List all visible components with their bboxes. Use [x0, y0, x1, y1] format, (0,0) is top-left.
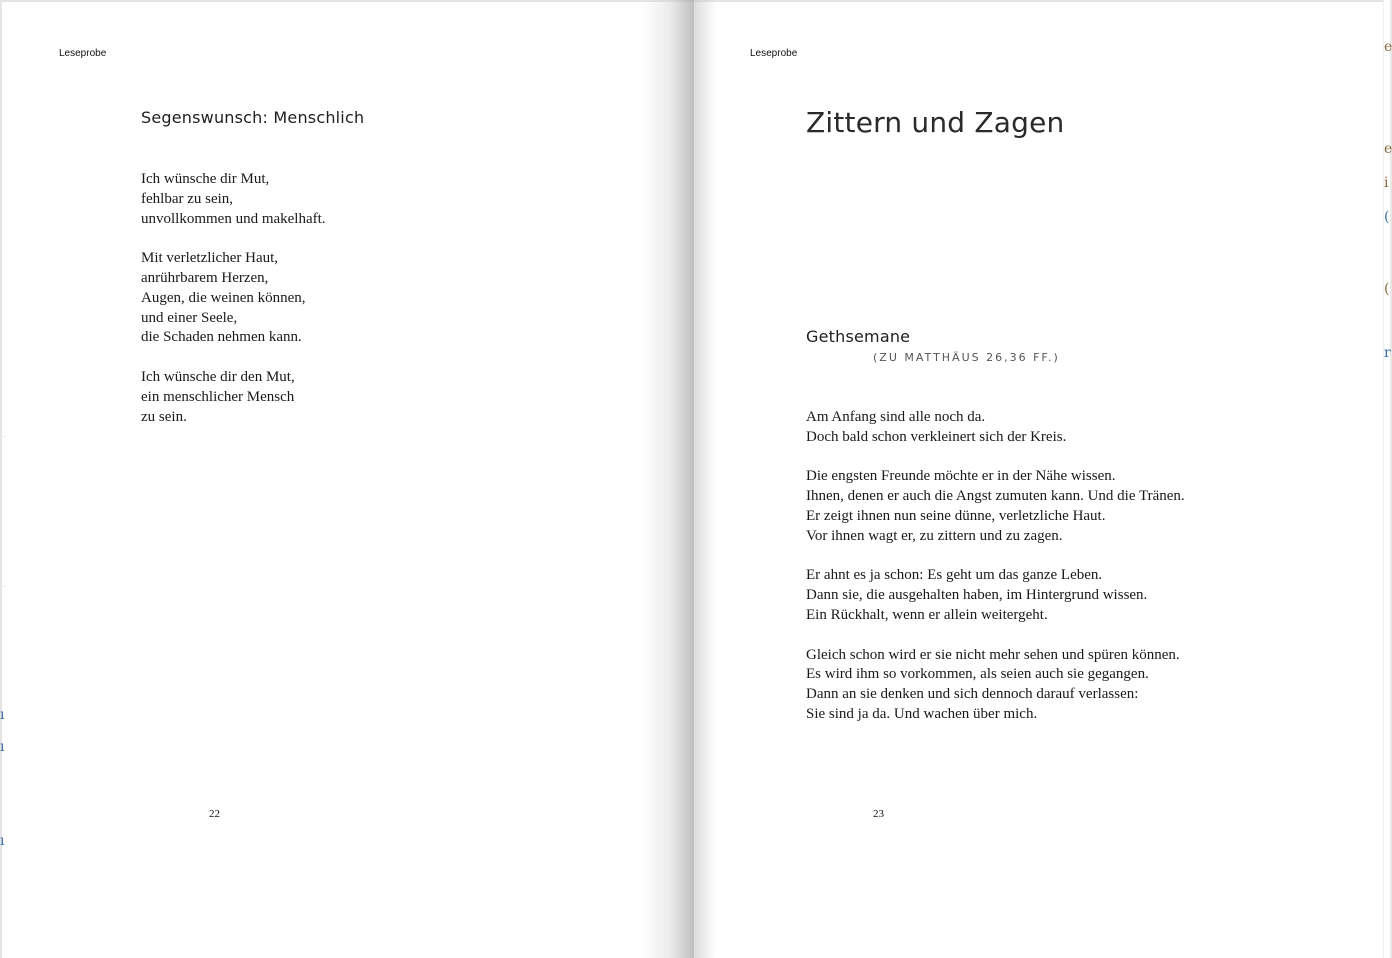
stanza [141, 249, 326, 348]
stanza [141, 170, 326, 229]
edge-fragment: r [1384, 345, 1391, 361]
poem-line: Mit verletzlicher Haut, [141, 250, 279, 267]
edge-fragment: e [1384, 141, 1392, 157]
poem-line: Er ahnt es ja schon: Es geht um das ganze Leben. [806, 567, 1103, 584]
poem-line: anrührbarem Herzen, [141, 269, 269, 286]
poem-line: Am Anfang sind alle noch da. [806, 409, 986, 425]
left-page [0, 0, 694, 958]
running-head-left: Leseprobe [59, 48, 107, 59]
edge-fragment: ı [0, 739, 5, 755]
poem-line: Ihnen, denen er auch die Angst zumuten kann. Und die Tränen. [806, 488, 1185, 505]
poem-body-right [806, 408, 1185, 745]
poem-line: Sie sind ja da. Und wachen über mich. [806, 705, 1038, 722]
poem-line: Dann sie, die ausgehalten haben, im Hintergrund wissen. [806, 587, 1148, 604]
edge-line [0, 436, 6, 437]
edge-fragment: ( [1384, 209, 1390, 225]
poem-line: Die engsten Freunde möchte er in der Nähe wissen. [806, 468, 1116, 485]
running-head-right: Leseprobe [750, 48, 798, 59]
poem-line: Es wird ihm so vorkommen, als seien auch sie gegangen. [806, 666, 1149, 683]
chapter-title: Zittern und Zagen [806, 106, 1065, 139]
poem-line: ein menschlicher Mensch [141, 388, 295, 405]
poem-line: Doch bald schon verkleinert sich der Kreis. [806, 428, 1067, 445]
stanza [141, 368, 326, 427]
stanza [806, 566, 1185, 625]
edge-line [0, 586, 6, 587]
edge-fragment: e [1384, 39, 1392, 55]
poem-line: Vor ihnen wagt er, zu zittern und zu zagen. [806, 527, 1063, 544]
poem-line: unvollkommen und makelhaft. [141, 210, 326, 227]
poem-line: fehlbar zu sein, [141, 190, 234, 207]
poem-body-left [141, 170, 326, 447]
poem-line: die Schaden nehmen kann. [141, 329, 302, 346]
edge-fragment: ( [1384, 281, 1390, 297]
poem-subtitle: (ZU MATTHÄUS 26,36 FF.) [873, 351, 1060, 364]
poem-title-right: Gethsemane [806, 327, 911, 346]
page-number-right: 23 [873, 808, 884, 820]
page-number-left: 22 [209, 808, 220, 820]
stanza [806, 467, 1185, 546]
poem-line: Ich wünsche dir Mut, [141, 171, 270, 187]
poem-line: Ich wünsche dir den Mut, [141, 368, 295, 385]
poem-line: Ein Rückhalt, wenn er allein weitergeht. [806, 606, 1048, 623]
poem-line: Augen, die weinen können, [141, 289, 306, 306]
stanza [806, 646, 1185, 725]
edge-fragment: i [1384, 175, 1389, 191]
poem-line: Er zeigt ihnen nun seine dünne, verletzliche Haut. [806, 507, 1106, 524]
poem-line: Gleich schon wird er sie nicht mehr sehen und spüren können. [806, 646, 1180, 663]
poem-line: zu sein. [141, 408, 187, 425]
edge-fragment: ı [0, 707, 5, 723]
poem-line: Dann an sie denken und sich dennoch darauf verlassen: [806, 686, 1139, 703]
edge-fragment: ı [0, 833, 5, 849]
right-page [694, 0, 1389, 958]
poem-line: und einer Seele, [141, 309, 238, 326]
stanza [806, 408, 1185, 448]
poem-title-left: Segenswunsch: Menschlich [141, 108, 365, 127]
